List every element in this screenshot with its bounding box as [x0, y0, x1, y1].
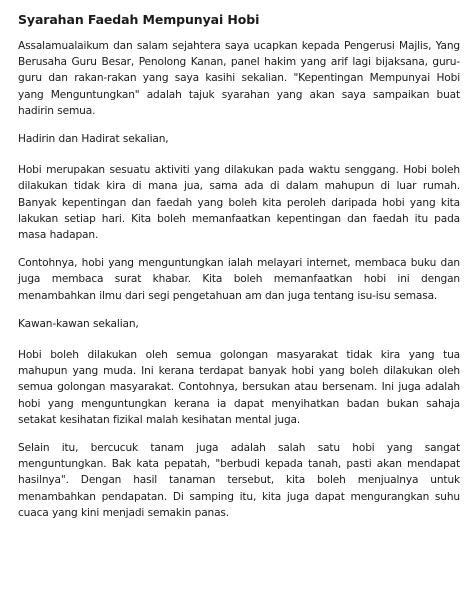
paragraph-salutation-kawan: Kawan-kawan sekalian,: [18, 317, 139, 330]
paragraph-greeting: Assalamualaikum dan salam sejahtera saya ucapkan kepada Pengerusi Majlis, Yang Berusaha Guru Besar, Penolong Kanan, panel hakim yang arif lagi bijaksana, guru-guru dan rakan-rakan yang saya kasihi sekalian. "Kepentingan Mempunyai Hobi yang Menguntungkan" adalah tajuk syarahan yang akan saya sampaikan buat hadirin semua.: [18, 40, 460, 117]
paragraph-bercucuk-tanam: Selain itu, bercucuk tanam juga adalah salah satu hobi yang sangat menguntungkan. Bak kata pepatah, "berbudi kepada tanah, pasti akan mendapat hasilnya". Dengan hasil tanaman tersebut, kita boleh menjualnya untuk menambahkan pendapatan. Di samping itu, kita juga dapat mengurangkan suhu cuaca yang kini menjadi semakin panas.: [18, 442, 460, 519]
document-title: Syarahan Faedah Mempunyai Hobi: [18, 12, 260, 27]
paragraph-salutation-hadirin: Hadirin dan Hadirat sekalian,: [18, 133, 169, 146]
paragraph-semua-golongan: Hobi boleh dilakukan oleh semua golongan masyarakat tidak kira yang tua mahupun yang muda. Ini kerana terdapat banyak hobi yang boleh dilakukan oleh semua golongan masyarakat. Contohnya, bersukan atau bersenam. Ini juga adalah hobi yang menguntungkan kerana ia dapat menyihatkan badan bukan sahaja setakat kesihatan fizikal malah kesihatan mental juga.: [18, 349, 460, 426]
paragraph-hobi-definition: Hobi merupakan sesuatu aktiviti yang dilakukan pada waktu senggang. Hobi boleh dilakukan tidak kira di mana jua, sama ada di dalam mahupun di luar rumah. Banyak kepentingan dan faedah yang boleh kita peroleh daripada hobi yang kita lakukan setiap hari. Kita boleh memanfaatkan kepentingan dan faedah itu pada masa hadapan.: [18, 164, 460, 242]
paragraph-contohnya: Contohnya, hobi yang menguntungkan ialah melayari internet, membaca buku dan juga membaca surat khabar. Kita boleh memanfaatkan hobi ini dengan menambahkan ilmu dari segi pengetahuan am dan juga tentang isu-isu semasa.: [18, 257, 460, 302]
